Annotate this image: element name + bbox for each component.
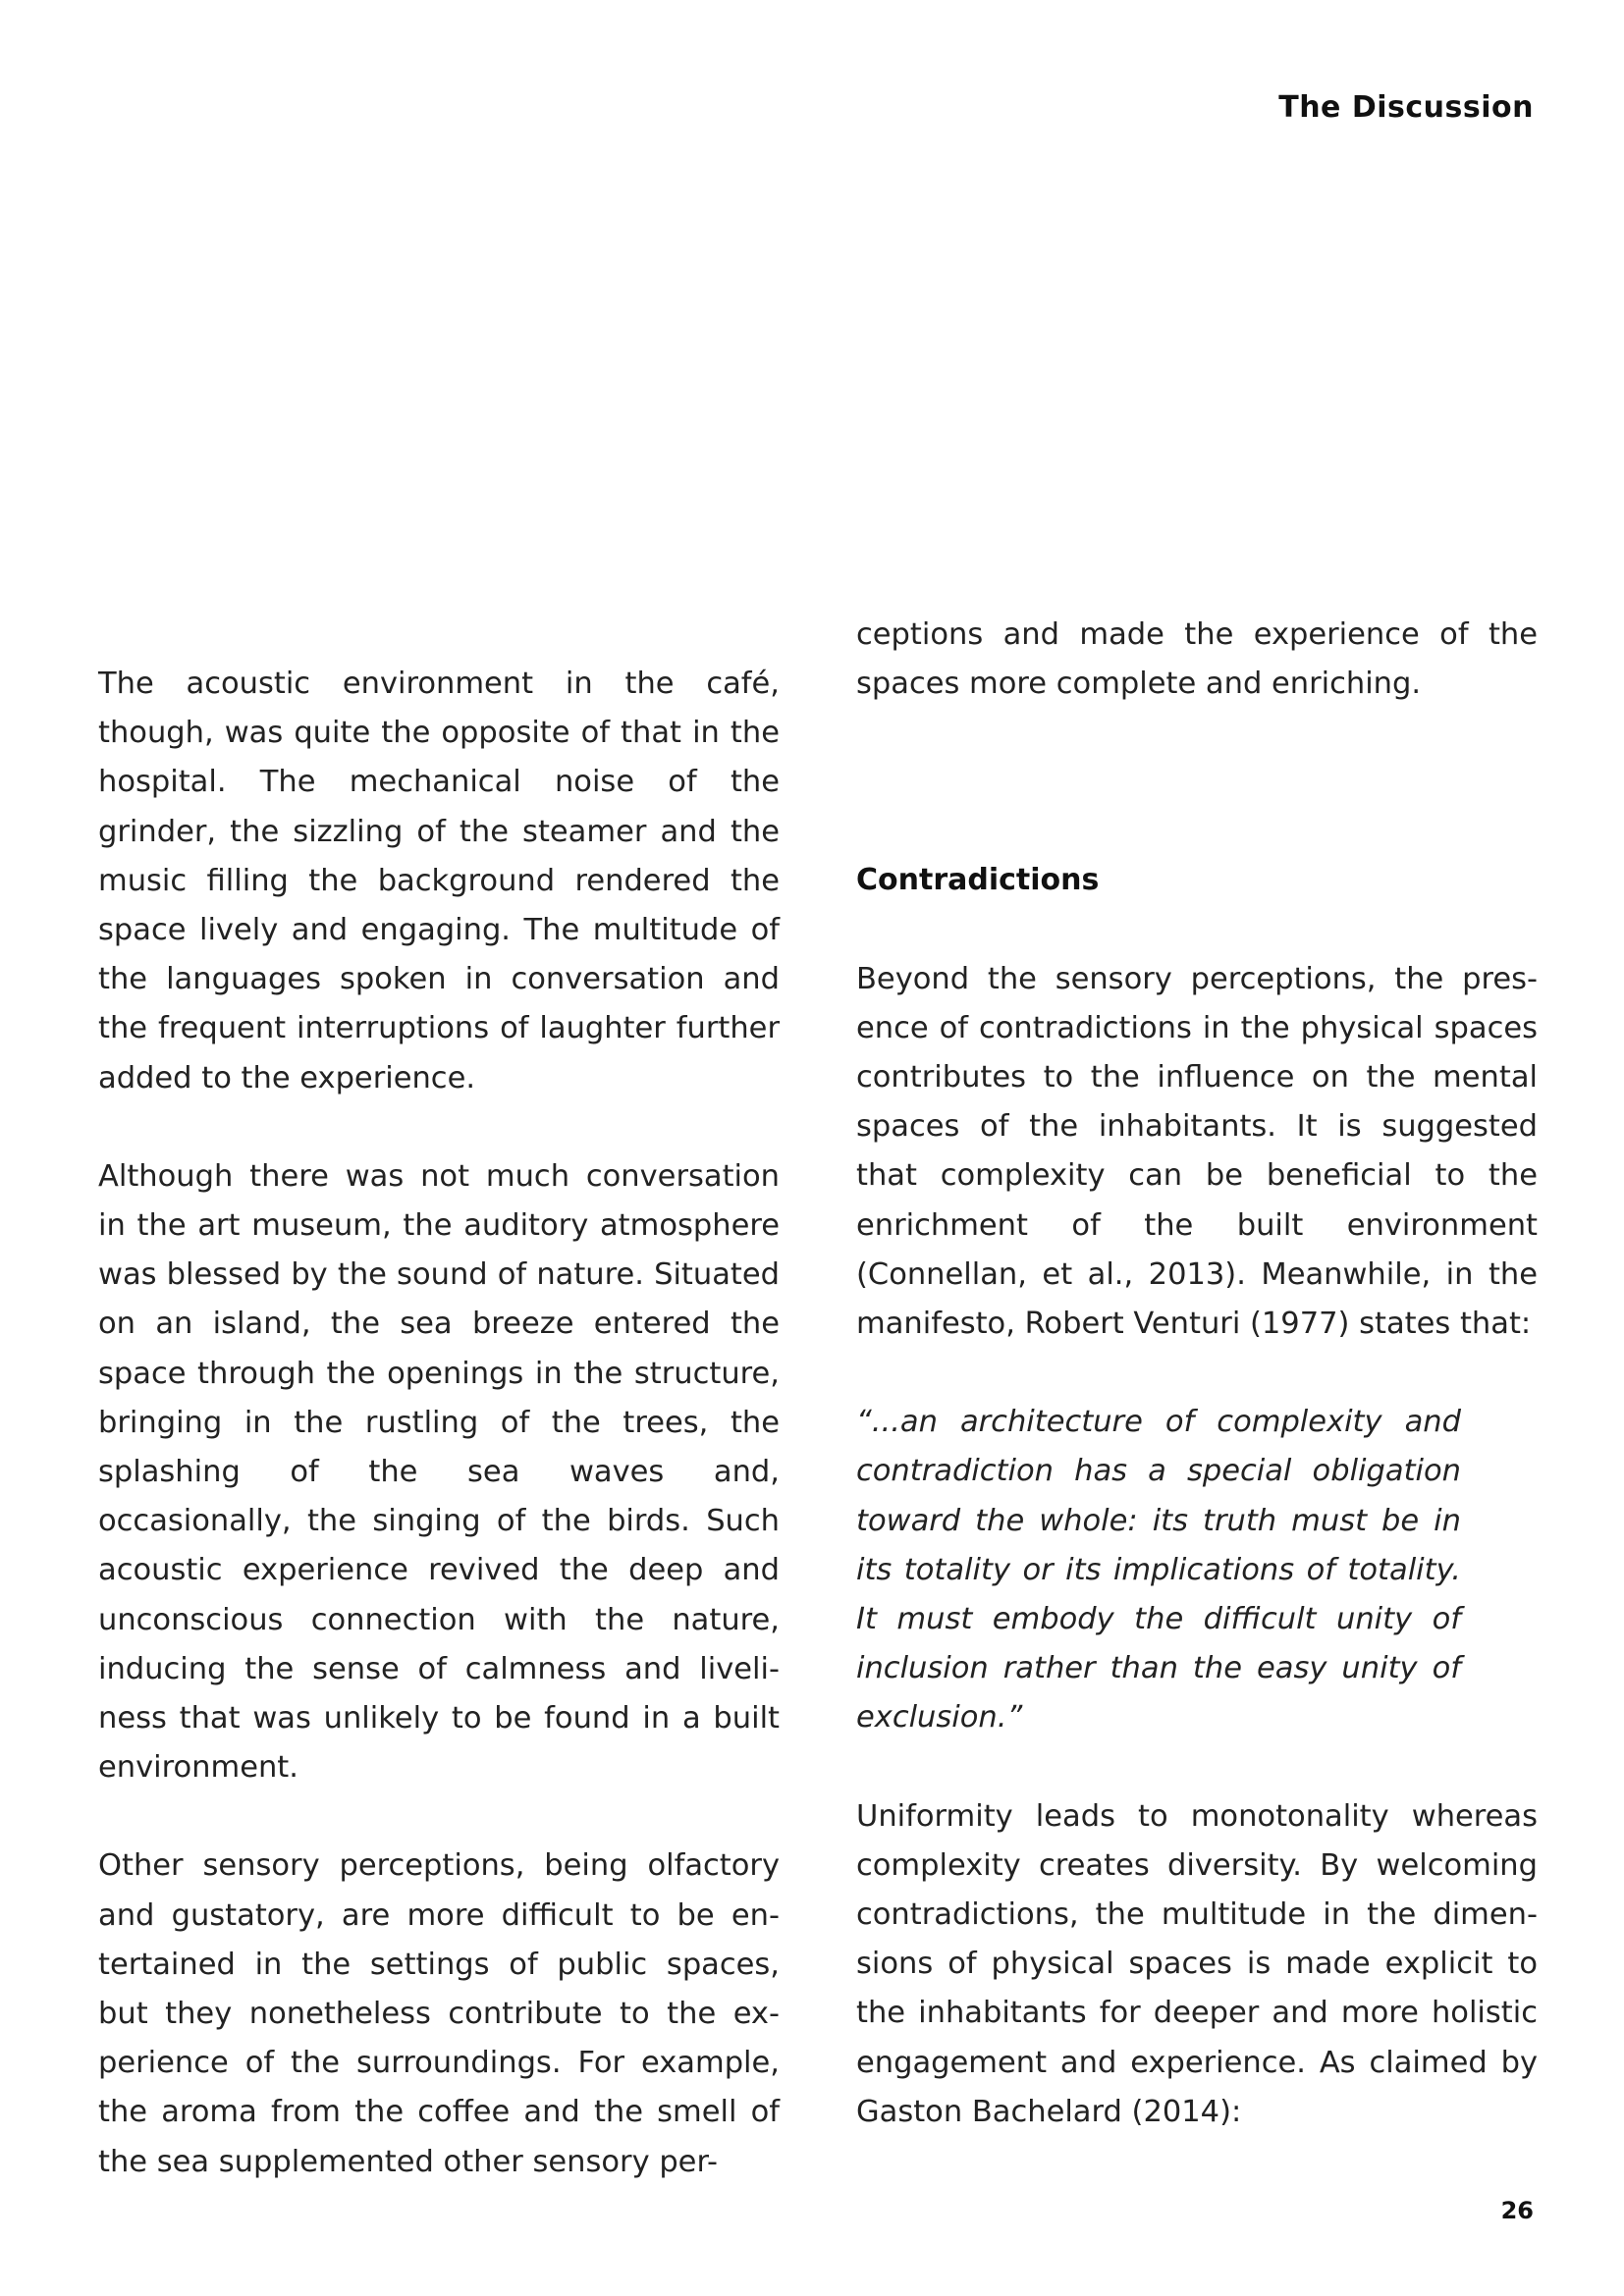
body-paragraph: Although there was not much conversation in the art museum, the auditory atmosphere was blessed by the sound of nature. Situated on an island, the sea breeze entered the space through the openings in the structure, bringing in the rustling of the trees, the splashing of the sea waves and, occasionally, the singing of the birds. Such acoustic experience revived the deep and unconscious connection with the nature, inducing the sense of calmness and liveliness that was unlikely to be found in a built environment.: [98, 1158, 780, 1786]
block-quote: “...an architecture of complexity and contradiction has a special obligation toward the whole: its truth must be in its totality or its implications of totality. It must embody the difficult unity of inclusion rather than the easy unity of exclusion.”: [856, 1405, 1461, 1735]
paragraph-gap: [98, 1103, 780, 1152]
paragraph-gap: [856, 1743, 1538, 1792]
running-header: The Discussion: [1278, 90, 1534, 125]
paragraph-gap: [856, 1349, 1538, 1398]
paragraph-gap: [856, 906, 1538, 955]
paragraph-gap: [98, 1792, 780, 1842]
right-column: [856, 611, 1538, 2137]
body-paragraph: The acoustic environment in the café, though, was quite the opposite of that in the hospital. The mechanical noise of the grinder, the sizzling of the steamer and the music filling the background rendered the space lively and engaging. The multitude of the languages spoken in conversation and the frequent interruptions of laughter further added to the experience.: [98, 667, 780, 1095]
continued-paragraph: ceptions and made the experience of the spaces more complete and enriching.: [856, 617, 1538, 702]
page-number: 26: [1500, 2197, 1534, 2224]
body-paragraph: Other sensory perceptions, being olfactory and gustatory, are more difficult to be entertained in the settings of public spaces, but they nonetheless contribute to the experience of the surroundings. For example, the aroma from the coffee and the smell of the sea supplemented other sensory per-: [98, 1848, 780, 2179]
section-heading: Contradictions: [856, 863, 1100, 898]
section-gap: [856, 709, 1538, 856]
left-column: [98, 660, 780, 2187]
body-paragraph: Beyond the sensory perceptions, the presence of contradictions in the physical spaces contributes to the influence on the mental spaces of the inhabitants. It is suggested that complexity can be beneficial to the enrichment of the built environment (Connellan, et al., 2013). Meanwhile, in the manifesto, Robert Venturi (1977) states that:: [856, 961, 1538, 1342]
body-paragraph: Uniformity leads to monotonality whereas complexity creates diversity. By welcoming contradictions, the multitude in the dimensions of physical spaces is made explicit to the inhabitants for deeper and more holistic engagement and experience. As claimed by Gaston Bachelard (2014):: [856, 1798, 1538, 2129]
